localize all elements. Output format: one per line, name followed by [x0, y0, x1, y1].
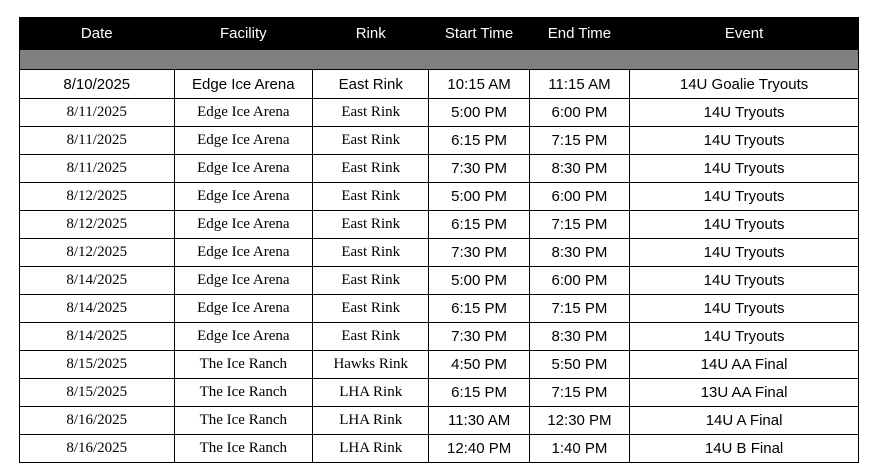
event-cell: 14U Goalie Tryouts	[630, 70, 859, 99]
start-time-cell: 11:30 AM	[429, 407, 529, 435]
event-cell: 14U Tryouts	[630, 99, 859, 127]
facility-cell: The Ice Ranch	[174, 379, 312, 407]
column-header-start-time: Start Time	[429, 18, 529, 50]
header-row	[20, 18, 859, 50]
facility-cell: The Ice Ranch	[174, 435, 312, 463]
start-time-cell: 5:00 PM	[429, 183, 529, 211]
end-time-cell: 12:30 PM	[529, 407, 629, 435]
facility-cell: Edge Ice Arena	[174, 70, 312, 99]
table-row	[20, 267, 859, 295]
date-cell: 8/14/2025	[20, 267, 175, 295]
facility-cell: Edge Ice Arena	[174, 267, 312, 295]
rink-cell: East Rink	[313, 211, 429, 239]
column-header-end-time: End Time	[529, 18, 629, 50]
end-time-cell: 6:00 PM	[529, 267, 629, 295]
facility-cell: Edge Ice Arena	[174, 211, 312, 239]
start-time-cell: 12:40 PM	[429, 435, 529, 463]
end-time-cell: 1:40 PM	[529, 435, 629, 463]
start-time-cell: 6:15 PM	[429, 211, 529, 239]
event-cell: 14U Tryouts	[630, 267, 859, 295]
table-row	[20, 379, 859, 407]
date-cell: 8/12/2025	[20, 183, 175, 211]
rink-cell: LHA Rink	[313, 407, 429, 435]
rink-cell: Hawks Rink	[313, 351, 429, 379]
start-time-cell: 6:15 PM	[429, 379, 529, 407]
table-row	[20, 70, 859, 99]
column-header-rink: Rink	[313, 18, 429, 50]
rink-cell: LHA Rink	[313, 379, 429, 407]
end-time-cell: 7:15 PM	[529, 127, 629, 155]
end-time-cell: 6:00 PM	[529, 99, 629, 127]
table-row	[20, 239, 859, 267]
date-cell: 8/12/2025	[20, 211, 175, 239]
rink-cell: East Rink	[313, 267, 429, 295]
table-row	[20, 435, 859, 463]
rink-cell: East Rink	[313, 183, 429, 211]
date-cell: 8/15/2025	[20, 351, 175, 379]
rink-cell: East Rink	[313, 323, 429, 351]
table-row	[20, 407, 859, 435]
rink-cell: LHA Rink	[313, 435, 429, 463]
schedule-table	[19, 17, 859, 463]
end-time-cell: 7:15 PM	[529, 211, 629, 239]
date-cell: 8/11/2025	[20, 155, 175, 183]
event-cell: 14U Tryouts	[630, 211, 859, 239]
event-cell: 14U Tryouts	[630, 323, 859, 351]
facility-cell: Edge Ice Arena	[174, 127, 312, 155]
date-cell: 8/15/2025	[20, 379, 175, 407]
date-cell: 8/12/2025	[20, 239, 175, 267]
table-row	[20, 211, 859, 239]
rink-cell: East Rink	[313, 99, 429, 127]
start-time-cell: 7:30 PM	[429, 239, 529, 267]
end-time-cell: 6:00 PM	[529, 183, 629, 211]
facility-cell: The Ice Ranch	[174, 351, 312, 379]
column-header-facility: Facility	[174, 18, 312, 50]
rink-cell: East Rink	[313, 127, 429, 155]
start-time-cell: 5:00 PM	[429, 99, 529, 127]
facility-cell: Edge Ice Arena	[174, 295, 312, 323]
facility-cell: Edge Ice Arena	[174, 99, 312, 127]
date-cell: 8/14/2025	[20, 323, 175, 351]
event-cell: 14U A Final	[630, 407, 859, 435]
end-time-cell: 5:50 PM	[529, 351, 629, 379]
rink-cell: East Rink	[313, 70, 429, 99]
start-time-cell: 4:50 PM	[429, 351, 529, 379]
date-cell: 8/10/2025	[20, 70, 175, 99]
event-cell: 14U B Final	[630, 435, 859, 463]
event-cell: 13U AA Final	[630, 379, 859, 407]
event-cell: 14U Tryouts	[630, 183, 859, 211]
table-row	[20, 99, 859, 127]
end-time-cell: 7:15 PM	[529, 379, 629, 407]
rink-cell: East Rink	[313, 155, 429, 183]
start-time-cell: 10:15 AM	[429, 70, 529, 99]
facility-cell: Edge Ice Arena	[174, 183, 312, 211]
date-cell: 8/14/2025	[20, 295, 175, 323]
rink-cell: East Rink	[313, 295, 429, 323]
spacer-cell	[20, 50, 859, 70]
facility-cell: Edge Ice Arena	[174, 323, 312, 351]
date-cell: 8/16/2025	[20, 435, 175, 463]
start-time-cell: 7:30 PM	[429, 323, 529, 351]
rink-cell: East Rink	[313, 239, 429, 267]
end-time-cell: 11:15 AM	[529, 70, 629, 99]
start-time-cell: 5:00 PM	[429, 267, 529, 295]
table-row	[20, 183, 859, 211]
table-row	[20, 155, 859, 183]
table-row	[20, 295, 859, 323]
facility-cell: The Ice Ranch	[174, 407, 312, 435]
start-time-cell: 6:15 PM	[429, 127, 529, 155]
date-cell: 8/11/2025	[20, 99, 175, 127]
table-body	[20, 50, 859, 463]
event-cell: 14U Tryouts	[630, 155, 859, 183]
table-row	[20, 127, 859, 155]
table-row	[20, 323, 859, 351]
table-header	[20, 18, 859, 50]
event-cell: 14U Tryouts	[630, 295, 859, 323]
column-header-event: Event	[630, 18, 859, 50]
table-row	[20, 351, 859, 379]
event-cell: 14U Tryouts	[630, 239, 859, 267]
spacer-row	[20, 50, 859, 70]
event-cell: 14U Tryouts	[630, 127, 859, 155]
end-time-cell: 8:30 PM	[529, 155, 629, 183]
start-time-cell: 6:15 PM	[429, 295, 529, 323]
date-cell: 8/16/2025	[20, 407, 175, 435]
facility-cell: Edge Ice Arena	[174, 155, 312, 183]
facility-cell: Edge Ice Arena	[174, 239, 312, 267]
column-header-date: Date	[20, 18, 175, 50]
start-time-cell: 7:30 PM	[429, 155, 529, 183]
date-cell: 8/11/2025	[20, 127, 175, 155]
end-time-cell: 8:30 PM	[529, 323, 629, 351]
end-time-cell: 8:30 PM	[529, 239, 629, 267]
end-time-cell: 7:15 PM	[529, 295, 629, 323]
event-cell: 14U AA Final	[630, 351, 859, 379]
